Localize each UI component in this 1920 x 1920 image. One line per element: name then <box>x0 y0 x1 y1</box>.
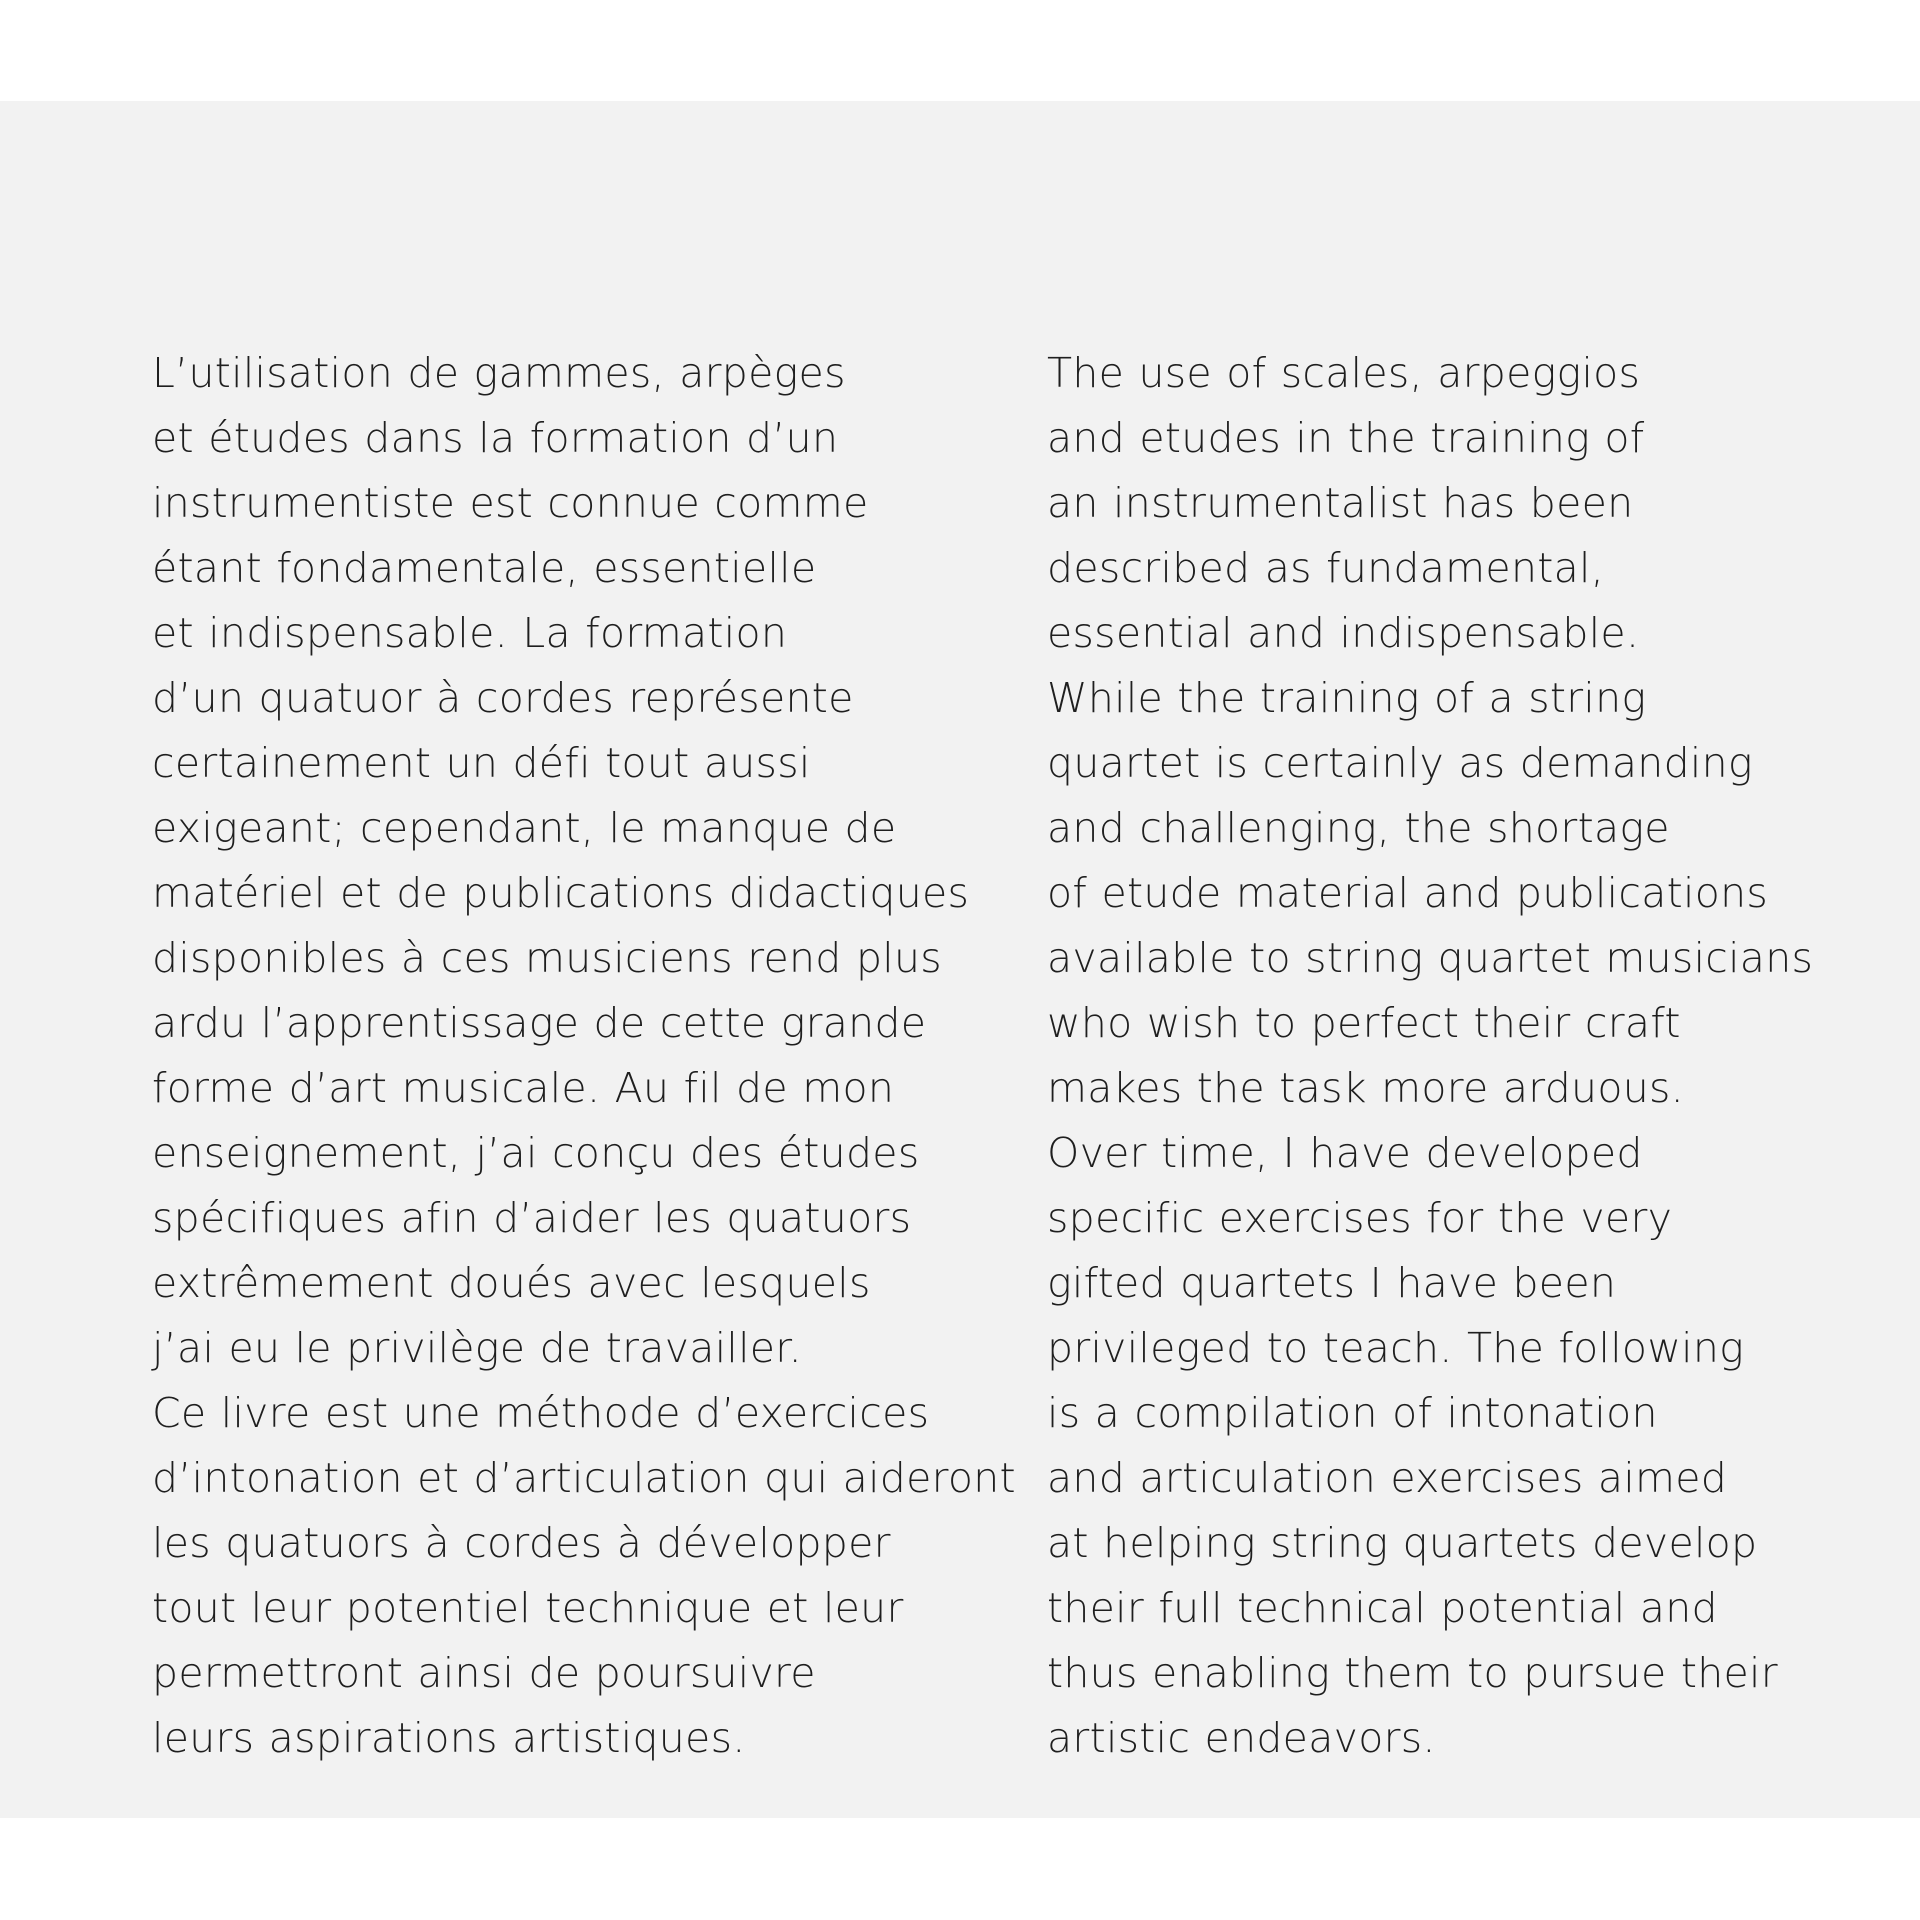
french-text-line: forme d’art musicale. Au fil de mon <box>152 1064 895 1112</box>
english-text-line: specific exercises for the very <box>1047 1194 1673 1242</box>
english-text-line: available to string quartet musicians <box>1047 934 1814 982</box>
french-text-line: et études dans la formation d’un <box>152 414 839 462</box>
english-text-line: and articulation exercises aimed <box>1047 1454 1728 1502</box>
english-text-line: at helping string quartets develop <box>1047 1519 1758 1567</box>
french-text-line: j’ai eu le privilège de travailler. <box>152 1324 803 1372</box>
french-text-line: spécifiques afin d’aider les quatuors <box>152 1194 912 1242</box>
english-text-line: essential and indispensable. <box>1047 609 1640 657</box>
english-text-line: who wish to perfect their craft <box>1047 999 1681 1047</box>
french-text-line: disponibles à ces musiciens rend plus <box>152 934 942 982</box>
english-text-line: The use of scales, arpeggios <box>1047 349 1641 397</box>
french-text-line: et indispensable. La formation <box>152 609 788 657</box>
french-text-line: les quatuors à cordes à développer <box>152 1519 891 1567</box>
french-text-line: tout leur potentiel technique et leur <box>152 1584 904 1632</box>
english-text-line: makes the task more arduous. <box>1047 1064 1684 1112</box>
page-panel <box>0 101 1920 1818</box>
english-text-line: thus enabling them to pursue their <box>1047 1649 1778 1697</box>
french-text-line: leurs aspirations artistiques. <box>152 1714 746 1762</box>
english-text-column <box>1047 341 1887 1771</box>
english-text-line: their full technical potential and <box>1047 1584 1718 1632</box>
french-text-line: étant fondamentale, essentielle <box>152 544 817 592</box>
english-text-line: While the training of a string <box>1047 674 1647 722</box>
english-text-line: privileged to teach. The following <box>1047 1324 1745 1372</box>
french-text-line: instrumentiste est connue comme <box>152 479 869 527</box>
english-text-line: is a compilation of intonation <box>1047 1389 1658 1437</box>
english-text-line: gifted quartets I have been <box>1047 1259 1617 1307</box>
french-text-line: matériel et de publications didactiques <box>152 869 970 917</box>
french-text-column <box>152 341 1016 1771</box>
english-text-line: of etude material and publications <box>1047 869 1769 917</box>
french-text-line: certainement un défi tout aussi <box>152 739 811 787</box>
english-text-line: quartet is certainly as demanding <box>1047 739 1753 787</box>
french-text-line: L’utilisation de gammes, arpèges <box>152 349 846 397</box>
english-text-line: and etudes in the training of <box>1047 414 1645 462</box>
english-text-line: artistic endeavors. <box>1047 1714 1436 1762</box>
french-text-line: d’intonation et d’articulation qui aideront <box>152 1454 1016 1502</box>
english-text-line: Over time, I have developed <box>1047 1129 1643 1177</box>
french-text-line: permettront ainsi de poursuivre <box>152 1649 816 1697</box>
french-text-line: d’un quatuor à cordes représente <box>152 674 854 722</box>
english-text-line: and challenging, the shortage <box>1047 804 1670 852</box>
french-text-line: ardu l’apprentissage de cette grande <box>152 999 927 1047</box>
french-text-line: exigeant; cependant, le manque de <box>152 804 897 852</box>
french-text-line: enseignement, j’ai conçu des études <box>152 1129 920 1177</box>
french-text-line: extrêmement doués avec lesquels <box>152 1259 871 1307</box>
french-text-line: Ce livre est une méthode d’exercices <box>152 1389 930 1437</box>
english-text-line: an instrumentalist has been <box>1047 479 1634 527</box>
english-text-line: described as fundamental, <box>1047 544 1605 592</box>
